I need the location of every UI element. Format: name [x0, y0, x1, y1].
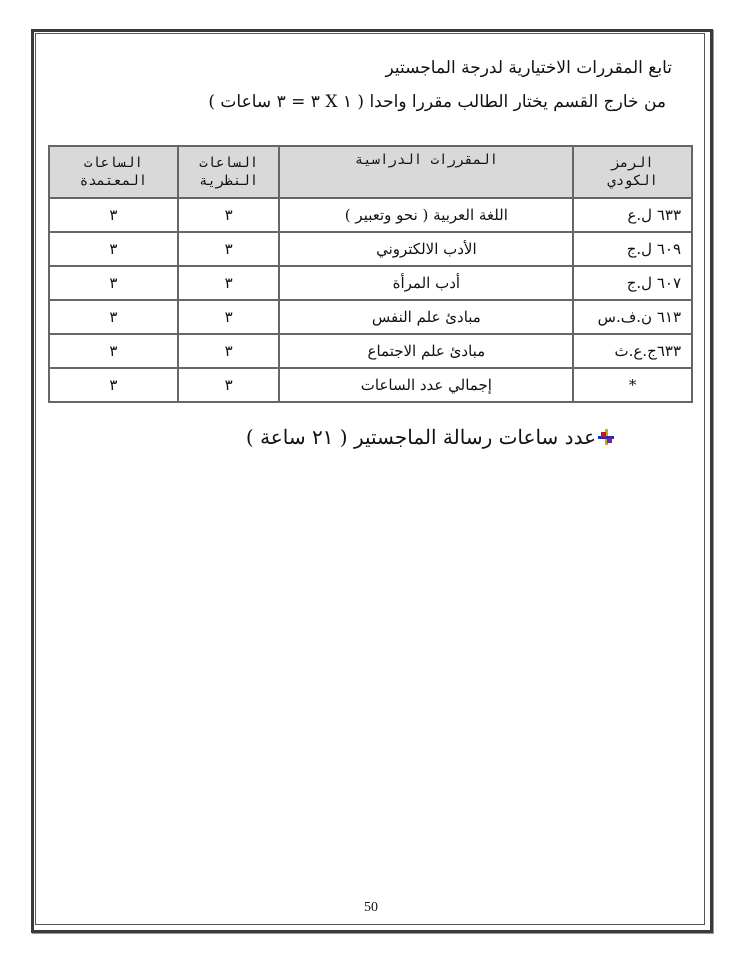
credit-hours: ٣	[49, 334, 178, 368]
table-row	[49, 266, 692, 300]
page-number: 50	[364, 900, 378, 915]
header-credit-hours	[49, 146, 178, 198]
header-theory-line2: النظرية	[199, 173, 259, 189]
table-row	[49, 300, 692, 334]
course-name: اللغة العربية ( نحو وتعبير )	[279, 198, 573, 232]
credit-hours: ٣	[49, 232, 178, 266]
thesis-hours-text: عدد ساعات رسالة الماجستير ( ٢١ ساعة )	[245, 425, 596, 449]
course-name: مبادئ علم النفس	[279, 300, 573, 334]
theory-hours: ٣	[178, 232, 280, 266]
section-subtitle: من خارج القسم يختار الطالب مقررا واحدا ( ١ X ٣ = ٣ ساعات )	[208, 92, 666, 112]
table-header-row	[49, 146, 692, 198]
table-row	[49, 334, 692, 368]
header-theory-hours	[178, 146, 280, 198]
theory-hours: ٣	[178, 300, 280, 334]
course-code: ٦٠٧ ل.ج	[573, 266, 692, 300]
theory-hours: ٣	[178, 334, 280, 368]
header-course	[279, 146, 573, 198]
section-title: تابع المقررات الاختيارية لدرجة الماجستير	[385, 58, 672, 78]
theory-hours: ٣	[178, 368, 280, 402]
colored-cross-bullet-icon	[598, 429, 614, 445]
thesis-hours-line	[246, 425, 614, 449]
course-name: إجمالي عدد الساعات	[279, 368, 573, 402]
table-row	[49, 198, 692, 232]
header-theory-line1: الساعات	[199, 155, 259, 171]
credit-hours: ٣	[49, 368, 178, 402]
courses-table	[48, 145, 693, 403]
course-name: أدب المرأة	[279, 266, 573, 300]
header-credit-line2: المعتمدة	[79, 173, 148, 189]
header-code-line1: الرمز	[611, 155, 654, 171]
course-code: ٦٣٣ ل.ع	[573, 198, 692, 232]
header-code	[573, 146, 692, 198]
course-name: مبادئ علم الاجتماع	[279, 334, 573, 368]
credit-hours: ٣	[49, 300, 178, 334]
course-code: ٦٣٣ج.ع.ث	[573, 334, 692, 368]
course-code: *	[573, 368, 692, 402]
credit-hours: ٣	[49, 198, 178, 232]
header-code-line2: الكودي	[607, 173, 658, 189]
theory-hours: ٣	[178, 198, 280, 232]
header-course-line1: المقررات الدراسية	[354, 152, 498, 168]
course-name: الأدب الالكتروني	[279, 232, 573, 266]
course-code: ٦١٣ ن.ف.س	[573, 300, 692, 334]
credit-hours: ٣	[49, 266, 178, 300]
course-code: ٦٠٩ ل.ج	[573, 232, 692, 266]
theory-hours: ٣	[178, 266, 280, 300]
table-row	[49, 232, 692, 266]
header-credit-line1: الساعات	[83, 155, 143, 171]
table-row-total	[49, 368, 692, 402]
